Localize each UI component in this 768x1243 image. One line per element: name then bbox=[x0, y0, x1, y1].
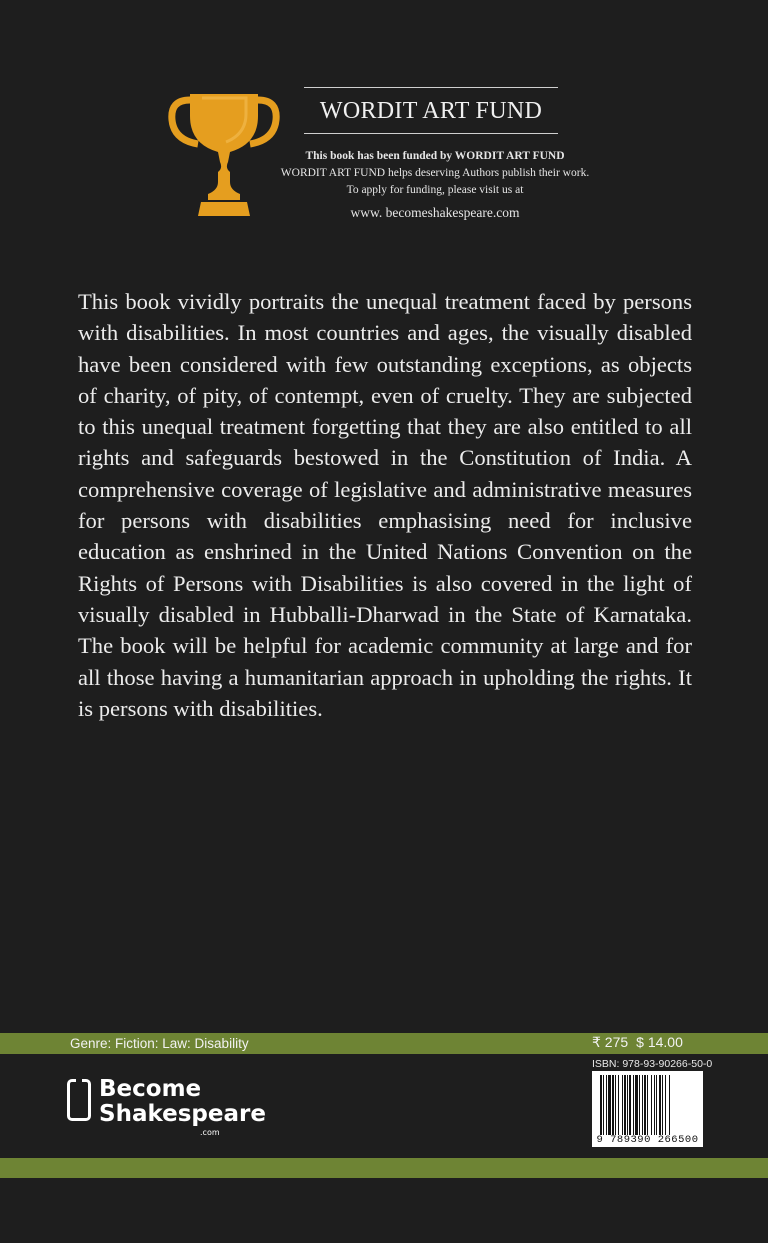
fund-top-rule bbox=[304, 87, 558, 88]
publisher-line3: .com bbox=[200, 1128, 220, 1137]
fund-title: WORDIT ART FUND bbox=[319, 98, 543, 124]
price bbox=[592, 1034, 691, 1051]
publisher-line1: Become bbox=[99, 1076, 202, 1102]
bottom-bar bbox=[0, 1158, 768, 1178]
fund-bottom-rule bbox=[304, 133, 558, 134]
barcode-digits: 9 789390 266500 bbox=[596, 1134, 699, 1146]
publisher-line2: Shakespeare bbox=[99, 1101, 266, 1127]
fund-helps-line: WORDIT ART FUND helps deserving Authors publish their work. bbox=[280, 167, 590, 179]
phone-book-icon bbox=[67, 1079, 91, 1121]
trophy-icon bbox=[168, 86, 280, 224]
fund-block bbox=[0, 0, 768, 240]
price-usd: $ 14.00 bbox=[636, 1034, 683, 1050]
fund-url: www. becomeshakespeare.com bbox=[350, 205, 520, 220]
isbn-label: ISBN: 978-93-90266-50-0 bbox=[592, 1058, 713, 1070]
barcode bbox=[592, 1071, 703, 1147]
barcode-bars bbox=[592, 1075, 703, 1137]
price-inr: ₹ 275 bbox=[592, 1034, 629, 1050]
fund-funded-line: This book has been funded by WORDIT ART FUND bbox=[305, 150, 565, 162]
genre-label: Genre: Fiction: Law: Disability bbox=[70, 1036, 249, 1051]
fund-apply-line: To apply for funding, please visit us at bbox=[346, 184, 524, 196]
book-description: This book vividly portraits the unequal treatment faced by persons with disabilities. In most countries and ages, the visually disabled have been considered with few outstanding exceptions, as objects of charity, of pity, of contempt, even of cruelty. They are subjected to this unequal treatment forgetting that they are also entitled to all rights and safeguards bestowed in the Constitution of India. A comprehensive coverage of legislative and administrative measures for persons with disabilities emphasising need for inclusive education as enshrined in the United Nations Convention on the Rights of Persons with Disabilities is also covered in the light of visually disabled in Hubballi-Dharwad in the State of Karnataka. The book will be helpful for academic community at large and for all those having a humanitarian approach in upholding the rights. It is persons with disabilities. bbox=[78, 289, 692, 721]
